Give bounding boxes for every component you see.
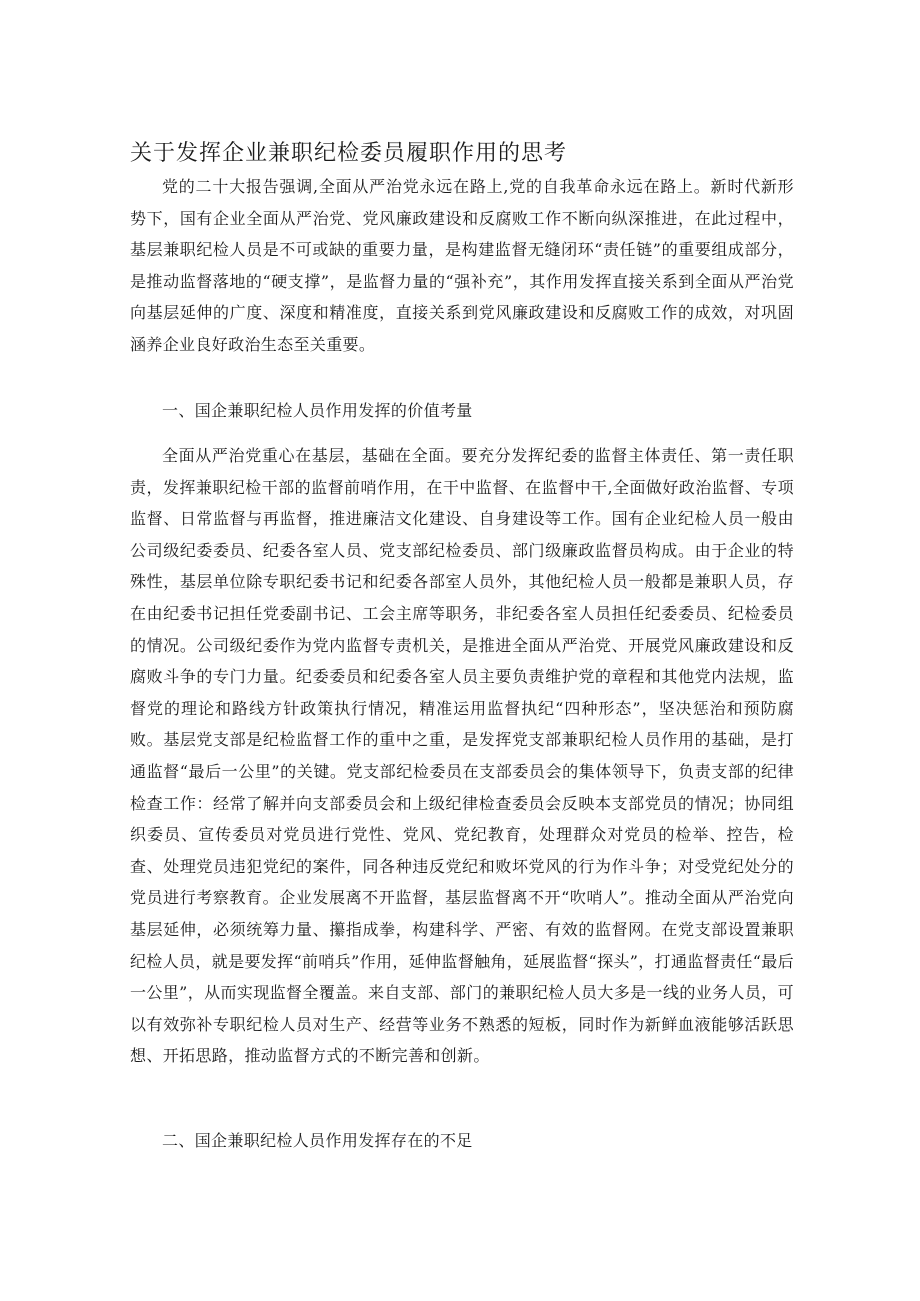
section-1-body: 全面从严治党重心在基层，基础在全面。要充分发挥纪委的监督主体责任、第一责任职责，发挥兼职纪检干部的监督前哨作用，在干中监督、在监督中干,全面做好政治监督、专项监督、日常监督与再监督，推进廉洁文化建设、自身建设等工作。国有企业纪检人员一般由公司级纪委委员、纪委各室人员、党支部纪检委员、部门级廉政监督员构成。由于企业的特殊性，基层单位除专职纪委书记和纪委各部室人员外，其他纪检人员一般都是兼职人员，存在由纪委书记担任党委副书记、工会主席等职务，非纪委各室人员担任纪委委员、纪检委员的情况。公司级纪委作为党内监督专责机关，是推进全面从严治党、开展党风廉政建设和反腐败斗争的专门力量。纪委委员和纪委各室人员主要负责维护党的章程和其他党内法规，监督党的理论和路线方针政策执行情况，精准运用监督执纪“四种形态”，坚决惩治和预防腐败。基层党支部是纪检监督工作的重中之重，是发挥党支部兼职纪检人员作用的基础，是打通监督“最后一公里”的关键。党支部纪检委员在支部委员会的集体领导下，负责支部的纪律检查工作：经常了解并向支部委员会和上级纪律检查委员会反映本支部党员的情况；协同组织委员、宣传委员对党员进行党性、党风、党纪教育，处理群众对党员的检举、控告，检查、处理党员违犯党纪的案件，同各种违反党纪和败坏党风的行为作斗争；对受党纪处分的党员进行考察教育。企业发展离不开监督，基层监督离不开“吹哨人”。推动全面从严治党向基层延伸，必须统筹力量、攥指成拳，构建科学、严密、有效的监督网。在党支部设置兼职纪检人员，就是要发挥“前哨兵”作用，延伸监督触角，延展监督“探头”，打通监督责任“最后一公里”，从而实现监督全覆盖。来自支部、部门的兼职纪检人员大多是一线的业务人员，可以有效弥补专职纪检人员对生产、经营等业务不熟悉的短板，同时作为新鲜血液能够活跃思想、开拓思路，推动监督方式的不断完善和创新。 <box>130 446 794 1066</box>
section-1-heading: 一、国企兼职纪检人员作用发挥的价值考量 <box>162 401 473 420</box>
document-title: 关于发挥企业兼职纪检委员履职作用的思考 <box>130 141 568 166</box>
intro-paragraph: 党的二十大报告强调,全面从严治党永远在路上,党的自我革命永远在路上。新时代新形势下，国有企业全面从严治党、党风廉政建设和反腐败工作不断向纵深推进，在此过程中，基层兼职纪检人员是不可或缺的重要力量，是构建监督无缝闭环“责任链”的重要组成部分，是推动监督落地的“硬支撑”，是监督力量的“强补充”，其作用发挥直接关系到全面从严治党向基层延伸的广度、深度和精准度，直接关系到党风廉政建设和反腐败工作的成效，对巩固涵养企业良好政治生态至关重要。 <box>130 177 794 354</box>
section-2-heading: 二、国企兼职纪检人员作用发挥存在的不足 <box>162 1131 473 1150</box>
